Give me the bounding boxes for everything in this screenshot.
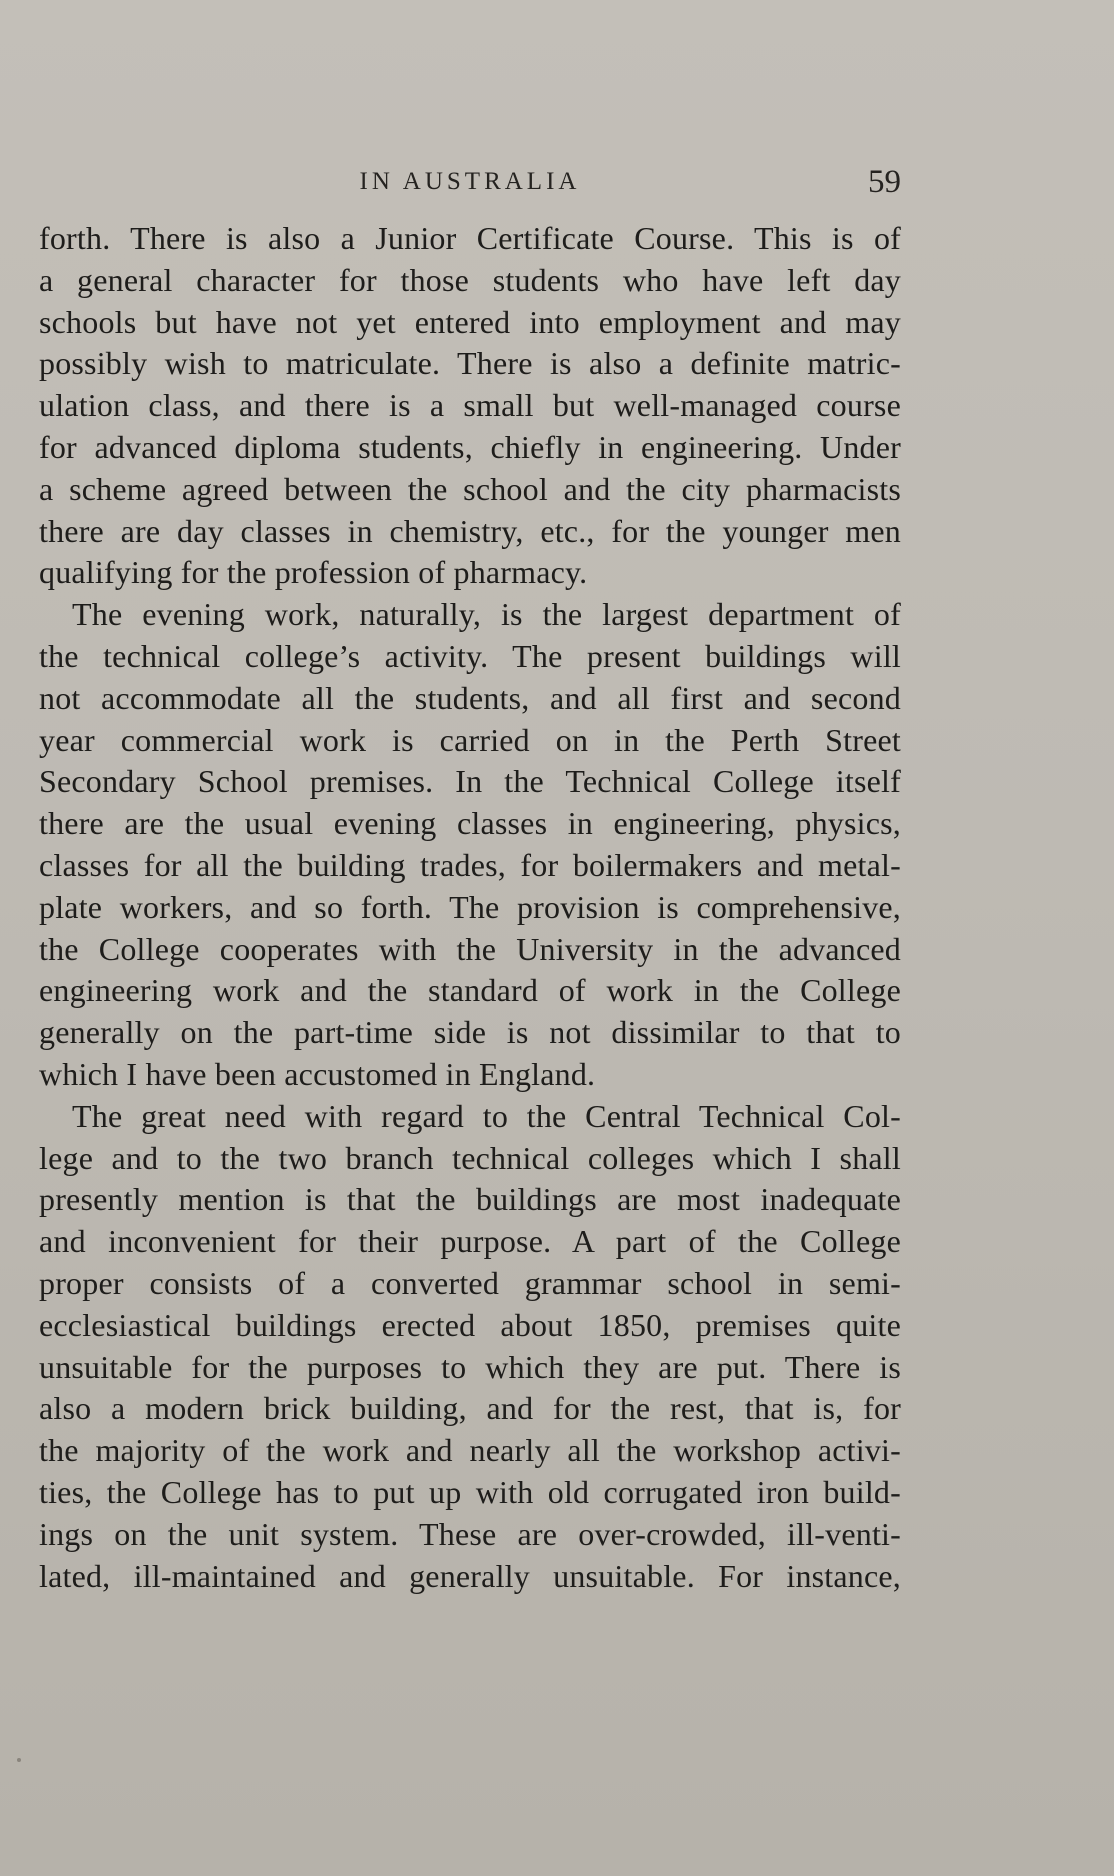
text-line: for advanced diploma students, chiefly in engineering. Under bbox=[39, 428, 901, 465]
text-line: there are day classes in chemistry, etc., for the younger men bbox=[39, 512, 901, 549]
text-line: schools but have not yet entered into employment and may bbox=[39, 303, 901, 340]
text-line: the College cooperates with the University in the advanced bbox=[39, 930, 901, 967]
text-line: classes for all the building trades, for boilermakers and metal- bbox=[39, 846, 901, 883]
paragraph-start-line: The great need with regard to the Central Technical Col- bbox=[72, 1097, 901, 1134]
text-line: and inconvenient for their purpose. A part of the College bbox=[39, 1223, 901, 1260]
text-line: ties, the College has to put up with old corrugated iron build- bbox=[39, 1473, 901, 1510]
text-line: ings on the unit system. These are over-crowded, ill-venti- bbox=[39, 1515, 901, 1552]
text-line: there are the usual evening classes in engineering, physics, bbox=[39, 805, 901, 842]
page-number: 59 bbox=[868, 164, 901, 200]
text-line: the technical college’s activity. The present buildings will bbox=[39, 637, 901, 674]
paragraph-start-line: The evening work, naturally, is the largest department of bbox=[72, 596, 901, 633]
text-line: lege and to the two branch technical colleges which I shall bbox=[39, 1139, 901, 1176]
text-line: forth. There is also a Junior Certificate Course. This is of bbox=[39, 220, 901, 256]
text-line: which I have been accustomed in England. bbox=[39, 1055, 596, 1092]
text-line: presently mention is that the buildings are most inadequate bbox=[39, 1181, 901, 1218]
text-line: qualifying for the profession of pharmacy. bbox=[39, 554, 588, 591]
text-line: also a modern brick building, and for the rest, that is, for bbox=[39, 1390, 901, 1427]
text-line: Secondary School premises. In the Technical College itself bbox=[39, 763, 901, 800]
text-line: a scheme agreed between the school and the city pharmacists bbox=[39, 470, 901, 507]
text-line: engineering work and the standard of work in the College bbox=[39, 972, 901, 1009]
text-line: ecclesiastical buildings erected about 1850, premises quite bbox=[39, 1306, 901, 1343]
text-line: proper consists of a converted grammar school in semi- bbox=[39, 1264, 901, 1301]
running-title: IN AUSTRALIA bbox=[359, 168, 581, 195]
paper-speck bbox=[17, 1758, 21, 1762]
text-line: the majority of the work and nearly all the workshop activi- bbox=[39, 1432, 901, 1469]
body-text bbox=[39, 218, 901, 1597]
text-line: unsuitable for the purposes to which they are put. There is bbox=[39, 1348, 901, 1385]
text-line: a general character for those students who have left day bbox=[39, 261, 901, 298]
text-line: possibly wish to matriculate. There is also a definite matric- bbox=[39, 345, 901, 382]
text-line: lated, ill-maintained and generally unsuitable. For instance, bbox=[39, 1557, 901, 1594]
text-line: plate workers, and so forth. The provision is comprehensive, bbox=[39, 888, 901, 925]
text-line: year commercial work is carried on in the Perth Street bbox=[39, 721, 901, 758]
text-line: generally on the part-time side is not dissimilar to that to bbox=[39, 1014, 901, 1051]
running-head bbox=[39, 160, 901, 202]
text-line: ulation class, and there is a small but well-managed course bbox=[39, 387, 901, 424]
text-line: not accommodate all the students, and all first and second bbox=[39, 679, 901, 716]
